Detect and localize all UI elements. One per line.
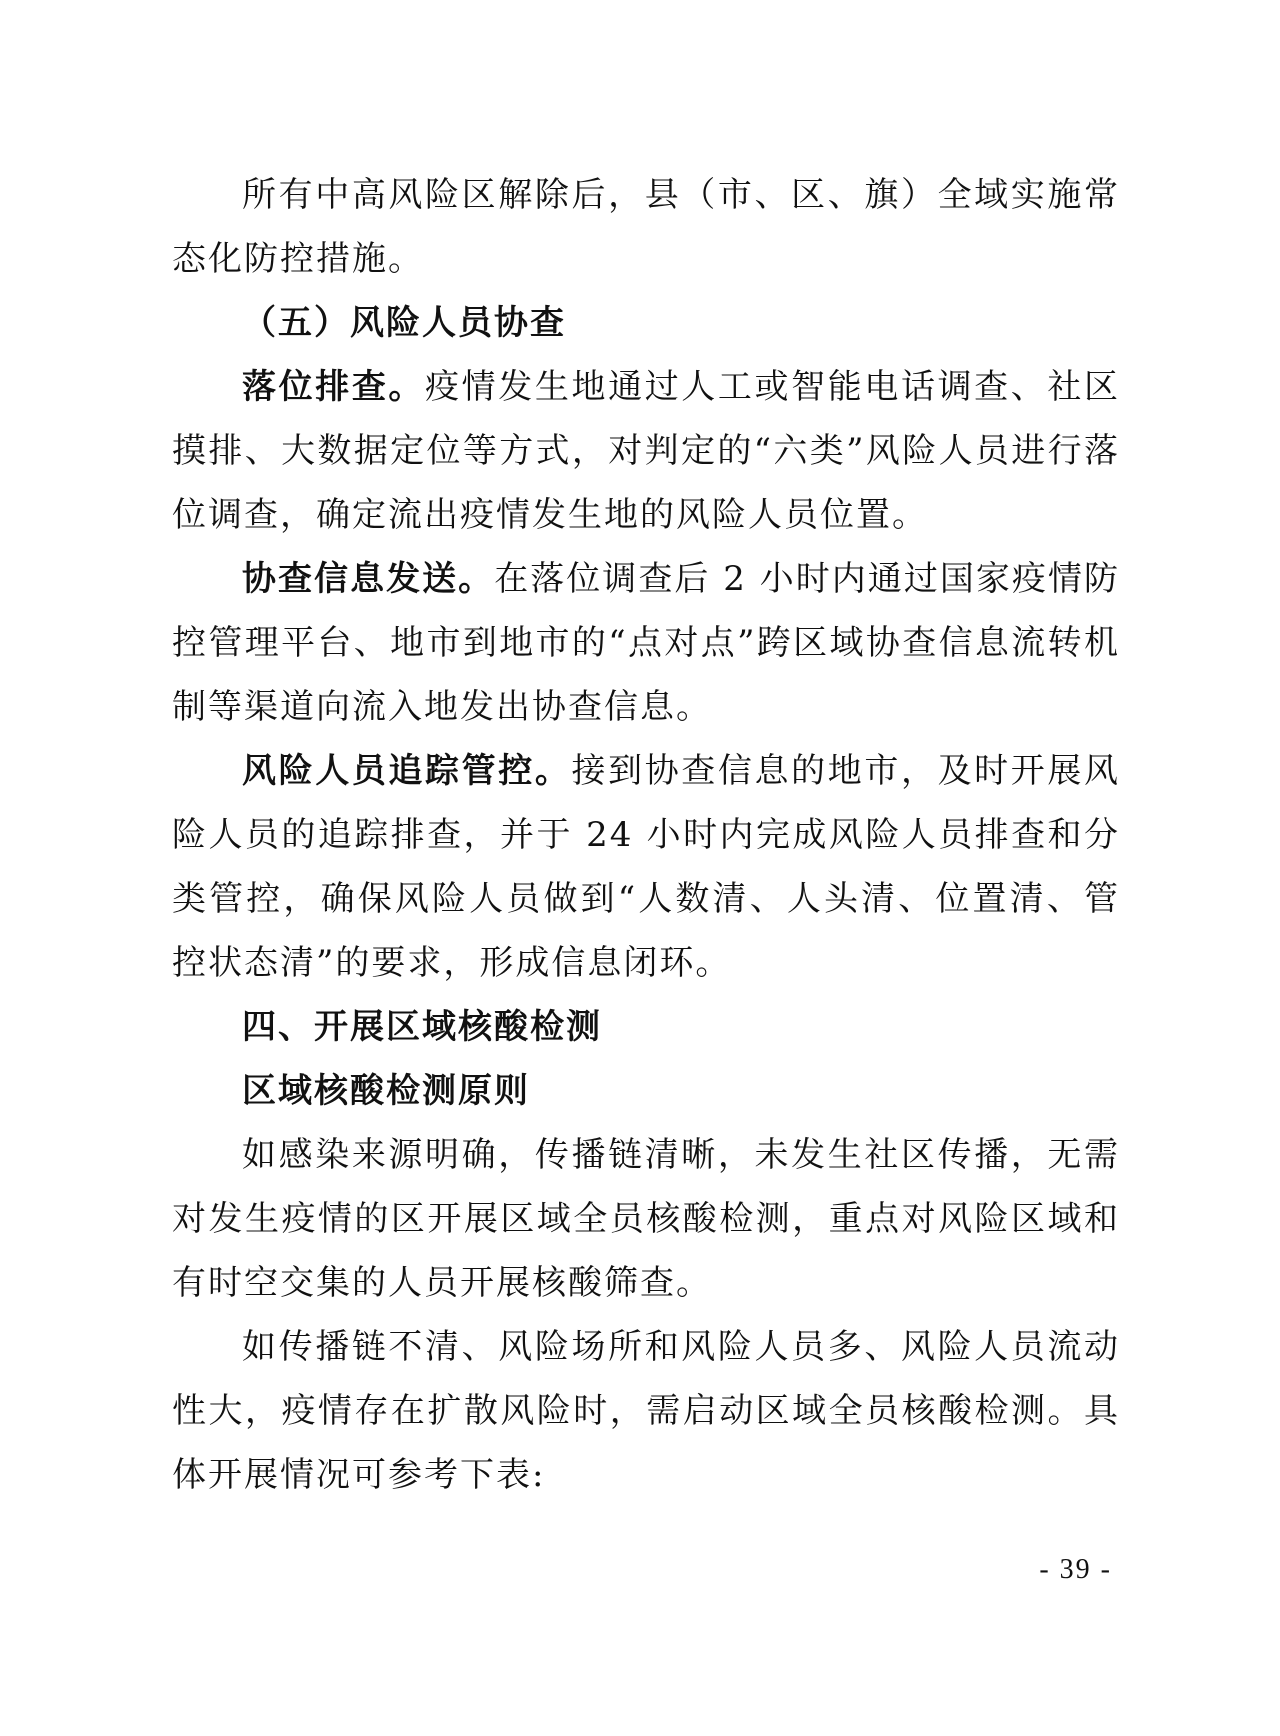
document-body bbox=[172, 163, 1120, 1507]
paragraph-text: 如传播链不清、风险场所和风险人员多、风险人员流动性大，疫情存在扩散风险时，需启动区域全员核酸检测。具体开展情况可参考下表: bbox=[172, 1327, 1120, 1495]
paragraph-text: 在落位调查后 2 小时内通过国家疫情防控管理平台、地市到地市的“点对点”跨区域协查信息流转机制等渠道向流入地发出协查信息。 bbox=[172, 559, 1120, 727]
section-heading-risk-person-investigation: （五）风险人员协查 bbox=[242, 303, 566, 343]
paragraph-lead: 协查信息发送。 bbox=[242, 559, 495, 599]
paragraph-tracking-control bbox=[172, 739, 1120, 995]
paragraph-lead: 风险人员追踪管控。 bbox=[242, 751, 572, 791]
subsection-heading-testing-principles: 区域核酸检测原则 bbox=[242, 1071, 530, 1111]
paragraph-text: 接到协查信息的地市，及时开展风险人员的追踪排查，并于 24 小时内完成风险人员排查和分类管控，确保风险人员做到“人数清、人头清、位置清、管控状态清”的要求，形成信息闭环。 bbox=[172, 751, 1121, 983]
paragraph-lead: 落位排查。 bbox=[242, 367, 426, 407]
paragraph-control-measures bbox=[172, 163, 1120, 291]
paragraph-text: 所有中高风险区解除后，县（市、区、旗）全域实施常态化防控措施。 bbox=[172, 175, 1120, 279]
paragraph-clear-source bbox=[172, 1123, 1120, 1315]
paragraph-text: 疫情发生地通过人工或智能电话调查、社区摸排、大数据定位等方式，对判定的“六类”风险人员进行落位调查，确定流出疫情发生地的风险人员位置。 bbox=[172, 367, 1121, 535]
paragraph-location-check bbox=[172, 355, 1120, 547]
section-heading-regional-testing: 四、开展区域核酸检测 bbox=[242, 1007, 602, 1047]
paragraph-unclear-chain bbox=[172, 1315, 1120, 1507]
paragraph-text: 如感染来源明确，传播链清晰，未发生社区传播，无需对发生疫情的区开展区域全员核酸检测，重点对风险区域和有时空交集的人员开展核酸筛查。 bbox=[172, 1135, 1120, 1303]
paragraph-info-sending bbox=[172, 547, 1120, 739]
page-number: - 39 - bbox=[1039, 1554, 1112, 1585]
